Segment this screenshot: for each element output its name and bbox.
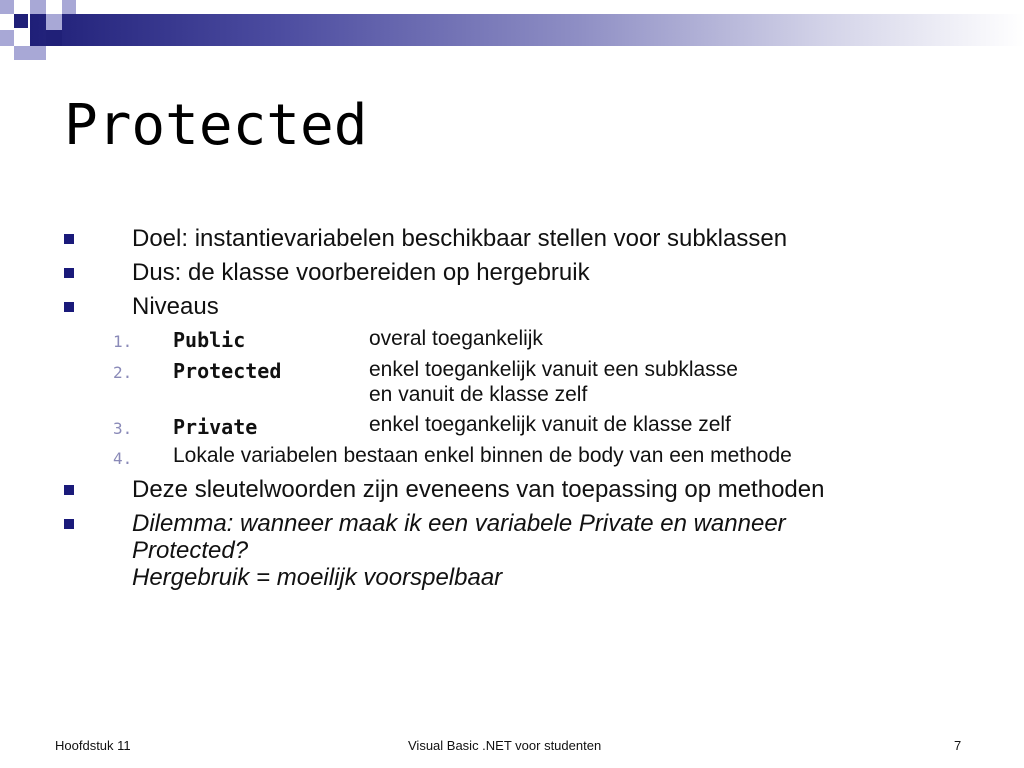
- square-bullet-icon: [64, 302, 74, 312]
- square-bullet-icon: [64, 234, 74, 244]
- bullet-text: Doel: instantievariabelen beschikbaar stellen voor subklassen: [132, 225, 788, 252]
- square-bullet-icon: [64, 519, 74, 529]
- list-number: 3.: [113, 419, 133, 438]
- slide-title: Protected: [64, 93, 368, 158]
- level-description-line2: en vanuit de klasse zelf: [369, 383, 588, 406]
- bullet-text-line3: Hergebruik = moeilijk voorspelbaar: [132, 564, 503, 591]
- bullet-text-line2: Protected?: [132, 537, 249, 564]
- bullet-text: Dilemma: wanneer maak ik een variabele Private en wanneer: [132, 510, 786, 537]
- bullet-text: Niveaus: [132, 293, 219, 320]
- square-bullet-icon: [64, 268, 74, 278]
- keyword-label: Private: [173, 415, 258, 439]
- list-number: 4.: [113, 449, 133, 468]
- level-description: enkel toegankelijk vanuit de klasse zelf: [369, 413, 731, 436]
- bullet-text: Dus: de klasse voorbereiden op hergebruik: [132, 259, 590, 286]
- keyword-label: Protected: [173, 359, 282, 383]
- footer-chapter: Hoofdstuk 11: [55, 738, 131, 753]
- list-number: 2.: [113, 363, 133, 382]
- bullet-text: Deze sleutelwoorden zijn eveneens van toepassing op methoden: [132, 476, 825, 503]
- level-description: Lokale variabelen bestaan enkel binnen de body van een methode: [173, 444, 792, 467]
- list-number: 1.: [113, 332, 133, 351]
- footer-course-title: Visual Basic .NET voor studenten: [408, 738, 602, 753]
- level-description: enkel toegankelijk vanuit een subklasse: [369, 358, 738, 381]
- keyword-label: Public: [173, 328, 246, 352]
- footer-page-number: 7: [954, 738, 962, 753]
- level-description: overal toegankelijk: [369, 327, 543, 350]
- square-bullet-icon: [64, 485, 74, 495]
